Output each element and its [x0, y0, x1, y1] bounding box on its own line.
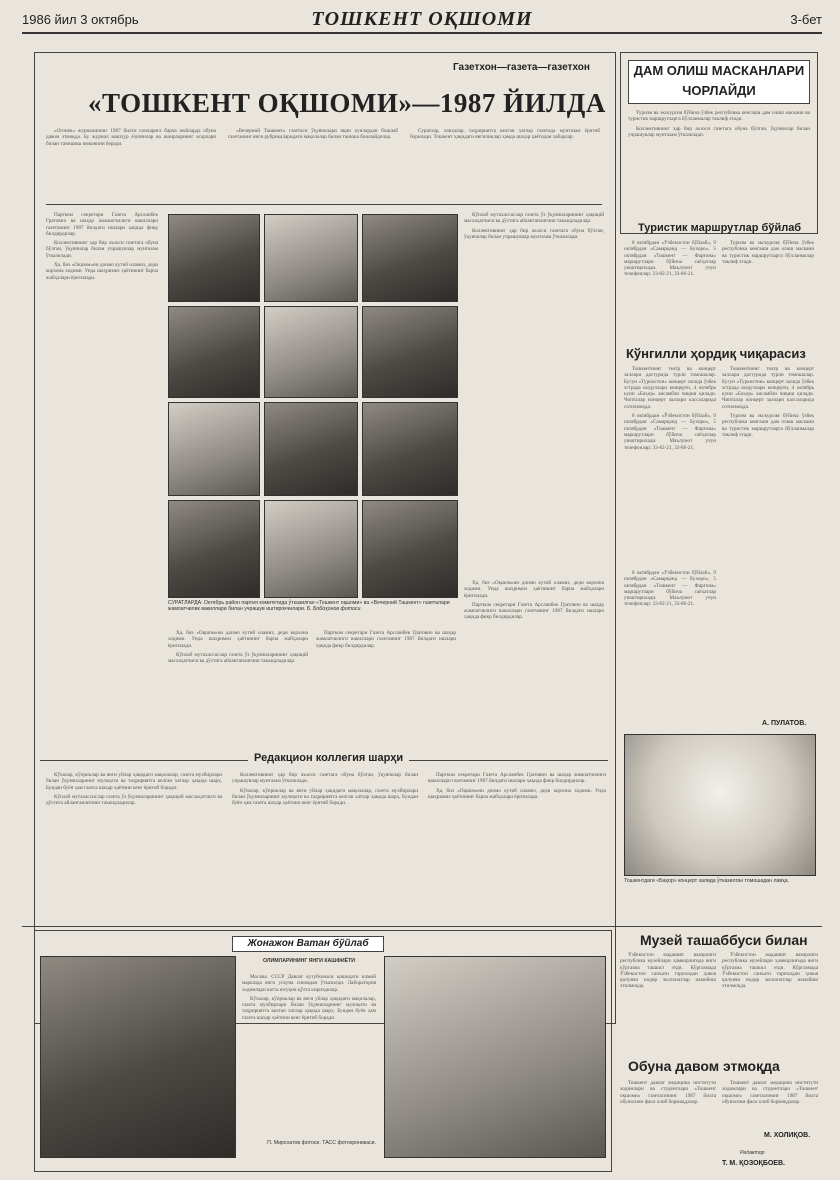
concerts-col-3: [624, 570, 716, 700]
museum-col-2: [722, 952, 818, 1052]
body-col-1: [46, 212, 158, 692]
body-paragraph: Коллективнинг ҳар бир аъзоси газетага обуна бўлган, ўқувчилар билан учрашувлар мунтазам ўтказилади.: [464, 227, 604, 240]
editorial-text: Коллективнинг ҳар бир аъзоси газетага обуна бўлган, ўқувчилар билан учрашувлар мунтазам ўтказилади.: [232, 772, 418, 785]
photo-credit: Б. Бобоҳонов фотоси.: [306, 606, 362, 613]
masthead: [22, 8, 822, 34]
museum-text: Ўзбекистон маданият вазирлиги республика музейлари ҳамкорлигида янги кўргазма ташкил этди. Кўргазмада Ўзбекистон санъати тарихидан ҳикоя қилувчи нодир экспонатлар намойиш этилмоқда.: [722, 952, 818, 990]
homeland-text: [242, 974, 376, 1124]
editorial-text: Партком секретари Газета Арсланбек Гратович ва шаҳар жамоатчилиги вакиллари газетанинг 1987 йилдаги ишлари ҳақида фикр билдирдилар.: [428, 772, 606, 785]
concerts-col-2: [722, 366, 814, 696]
museum-text: Ўзбекистон маданият вазирлиги республика музейлари ҳамкорлигида янги кўргазма ташкил этди. Кўргазмада Ўзбекистон санъати тарихидан ҳикоя қилувчи нодир экспонатлар намойиш этилмоқда.: [620, 952, 716, 990]
photo-caption: [168, 600, 458, 612]
photo-caption-text: СУРАТЛАРДА: Октябрь район партия комитетида ўтказилган «Тошкент оқшоми» ва «Вечерний Ташкент» газеталари жамоатчилик вакиллари билан учрашув иштирокчилари.: [168, 600, 450, 613]
subscription-author: М. ХОЛИҚОВ.: [764, 1132, 811, 1139]
intro-divider: [46, 204, 602, 205]
homeland-credit: П. Мирсоатов фотоси. ТАСС фотохроникаси.: [267, 1140, 376, 1146]
editorial-text: Кўчалар, кўприклар ва янги уйлар ҳақидаги мақолалар, газета мухбирлари билан ўқувчиларнинг мулоқоти ва таҳририятга келган хатлар ҳақида шарҳ. Бундан буён ҳам газета шаҳар ҳаётини кенг ёритиб боради.: [46, 772, 222, 791]
concerts-text: Туризм ва экскурсия бўйича ўзбек республика кенгаши дам олиш маскани ва туристик маршрутларга йўлланмалар таклиф этади.: [722, 413, 814, 438]
workers-photo: [40, 956, 236, 1158]
body-paragraph: Коллективнинг ҳар бир аъзоси газетага обуна бўлган, ўқувчилар билан учрашувлар мунтазам ўтказилади.: [46, 240, 158, 259]
editorial-title: Редакцион коллегия шарҳи: [248, 752, 409, 764]
subscription-col-1: [620, 1080, 716, 1170]
feature-headline: «ТОШКЕНТ ОҚШОМИ»—1987 ЙИЛДА: [88, 88, 606, 118]
routes-col-2: [722, 240, 814, 335]
body-col-5: [464, 580, 604, 750]
banner-line: ДАМ ОЛИШ МАСКАНЛАРИ: [633, 63, 805, 78]
concert-photo: [624, 734, 816, 876]
body-paragraph: Кўплаб мутахассислар газета ўз ўқувчиларининг ҳақиқий маслаҳатчиси ва дўстига айланганлигини таъкидладилар.: [464, 212, 604, 225]
routes-text: Туризм ва экскурсия бўйича ўзбек республика кенгаши дам олиш маскани ва туристик маршрутларга йўлланмалар таклиф этади.: [722, 240, 814, 265]
leisure-intro-text: Туризм ва экскурсия бўйича ўзбек республика кенгаши дам олиш маскани ва туристик маршрутларга йўлланмалар таклиф этади.: [628, 110, 810, 123]
body-paragraph: Кўплаб мутахассислар газета ўз ўқувчиларининг ҳақиқий маслаҳатчиси ва дўстига айланганлигини таъкидладилар.: [168, 651, 308, 665]
subscription-col-2: [722, 1080, 818, 1124]
concerts-author: А. ПУЛАТОВ.: [762, 720, 807, 727]
concert-photo-caption: Тошкентдаги «Баҳор» концерт залида ўтказилган томошадан лавҳа.: [624, 878, 790, 884]
portrait-photo: [362, 402, 458, 496]
portrait-photo: [168, 214, 260, 302]
body-paragraph: Партком секретари Газета Арсланбек Гратович ва шаҳар жамоатчилиги вакиллари газетанинг 1987 йилдаги ишлари ҳақида фикр билдирдилар.: [46, 212, 158, 237]
intro-text-2: «Вечерний Ташкент» газетаси ўқувчилари яқин кунлардан бошлаб газетанинг янги рубрикаларидаги мақолалар билан таниша бошлайдилар.: [228, 128, 398, 141]
issue-date: 1986 йил 3 октябрь: [22, 12, 139, 27]
routes-title: Туристик маршрутлар бўйлаб: [638, 222, 802, 234]
portrait-photo: [264, 306, 358, 398]
intro-text-3: Суратлар, лавҳалар, таҳририятга келган хатлар газетада мунтазам ёритиб борилади. Тошкент ҳақидаги янгиликлар ҳамда шаҳар ҳаётидан хабарлар.: [410, 128, 600, 141]
editorial-text: Кўчалар, кўприклар ва янги уйлар ҳақидаги мақолалар, газета мухбирлари билан ўқувчиларнинг мулоқоти ва таҳририятга келган хатлар ҳақида шарҳ. Бундан буён ҳам газета шаҳар ҳаётини кенг ёритиб боради.: [232, 787, 418, 807]
newspaper-title: ТОШКЕНТ ОҚШОМИ: [311, 8, 533, 30]
subscription-text: Тошкент давлат медицина институти ходимлари ва студентлари «Тошкент оқшоми» газетасининг 1987 йилга обунасини фаол олиб бормоқдалар.: [620, 1080, 716, 1105]
portrait-photo: [362, 306, 458, 398]
portrait-photo: [264, 214, 358, 302]
concerts-title: Кўнгилли ҳордиқ чиқарасиз: [626, 346, 806, 361]
lab-photo: [384, 956, 606, 1158]
intro-col-1: [46, 128, 216, 198]
editor-label: Редактор: [740, 1150, 765, 1156]
portrait-photo: [362, 214, 458, 302]
leisure-intro-text: Коллективнинг ҳар бир аъзоси газетага обуна бўлган, ўқувчилар билан учрашувлар мунтазам ўтказилади.: [628, 125, 810, 138]
body-col-3: [168, 630, 308, 750]
body-col-2: [464, 212, 604, 572]
subscription-text: Тошкент давлат медицина институти ходимлари ва студентлари «Тошкент оқшоми» газетасининг 1987 йилга обунасини фаол олиб бормоқдалар.: [722, 1080, 818, 1105]
concerts-text: Тошкентнинг театр ва концерт заллари дастурида турли томошалар. Бугун «Туркистон» концерт залида ўзбек эстрада юлдузлари концерти, 4 октябрь куни «Баҳор» ансамбли чиқиш қилади. Чипталар концерт заллари кассаларида сотилмоқда.: [624, 366, 716, 410]
routes-col-1: [624, 240, 716, 335]
body-paragraph: Ҳа, биз «Оқшом»ни доимо кутиб оламиз, деди корхона ходими. Унда шаҳримиз ҳаётининг барча жабҳалари ёритилади.: [464, 580, 604, 599]
portrait-photo: [168, 306, 260, 398]
leisure-banner: [628, 60, 810, 104]
leisure-intro: [628, 110, 810, 220]
body-paragraph: Партком секретари Газета Арсланбек Гратович ва шаҳар жамоатчилиги вакиллари газетанинг 1987 йилдаги ишлари ҳақида фикр билдирдилар.: [464, 601, 604, 621]
routes-text: 8 октябрдан «Ўзбекистон бўйлаб», 9 октябрдан «Самарқанд — Бухоро», 5 октябрдан «Тошкент — Фарғона» маршрутлари бўйича саёҳатлар уюштирилади. Маълумот учун телефонлар: 33-82-21, 33-86-21.: [624, 240, 716, 278]
homeland-subtitle: ОЛИМЛАРИНИНГ ЯНГИ КАШФИЁТИ: [262, 958, 355, 964]
feature-kicker: Газетхон—газета—газетхон: [453, 62, 590, 73]
museum-col-1: [620, 952, 716, 1052]
intro-col-2: [228, 128, 398, 198]
body-paragraph: Партком секретари Газета Арсланбек Гратович ва шаҳар жамоатчилиги вакиллари газетанинг 1987 йилдаги ишлари ҳақида фикр билдирдилар.: [316, 630, 456, 649]
intro-text-1: «Огонек» журналининг 1987 йилги сонларига барча жойларда обуна давом этмоқда. Бу журнал машҳур ёзувчилар ва шоирларнинг асарлари билан танишиш имконини беради.: [46, 128, 216, 147]
homeland-paragraph: Москва. СССР Давлат кутубхонаси қошидаги илмий марказда янги ускуна синовдан ўтказилди. Лаборатория ходимлари катта ютуқни қўлга киритдилар.: [242, 974, 376, 993]
editorial-text: Ҳа, биз «Оқшом»ни доимо кутиб оламиз, деди корхона ходими. Унда шаҳримиз ҳаётининг барча жабҳалари ёритилади.: [428, 787, 606, 800]
body-paragraph: Ҳа, биз «Оқшом»ни доимо кутиб оламиз, деди корхона ходими. Унда шаҳримиз ҳаётининг барча жабҳалари ёритилади.: [46, 262, 158, 281]
portrait-photo: [264, 402, 358, 496]
concerts-text: 8 октябрдан «Ўзбекистон бўйлаб», 9 октябрдан «Самарқанд — Бухоро», 5 октябрдан «Тошкент — Фарғона» маршрутлари бўйича саёҳатлар уюштирилади. Маълумот учун телефонлар: 33-82-21, 33-86-21.: [624, 413, 716, 451]
intro-col-3: [410, 128, 600, 198]
page-number: 3-бет: [790, 12, 822, 27]
portrait-photo: [264, 500, 358, 598]
concerts-col-1: [624, 366, 716, 566]
subscription-title: Обуна давом этмоқда: [628, 1058, 780, 1074]
editor-name: Т. М. ҚОЗОҚБОЕВ.: [722, 1160, 785, 1167]
body-col-4: [316, 630, 456, 750]
portrait-photo: [168, 500, 260, 598]
editorial-text: Кўплаб мутахассислар газета ўз ўқувчиларининг ҳақиқий маслаҳатчиси ва дўстига айланганлигини таъкидладилар.: [46, 793, 222, 807]
bottom-divider: [22, 926, 822, 927]
portrait-photo: [168, 402, 260, 496]
concerts-text: 8 октябрдан «Ўзбекистон бўйлаб», 9 октябрдан «Самарқанд — Бухоро», 5 октябрдан «Тошкент — Фарғона» маршрутлари бўйича саёҳатлар уюштирилади. Маълумот учун телефонлар: 33-82-21, 33-86-21.: [624, 570, 716, 608]
body-paragraph: Ҳа, биз «Оқшом»ни доимо кутиб оламиз, деди корхона ходими. Унда шаҳримиз ҳаётининг барча жабҳалари ёритилади.: [168, 630, 308, 649]
homeland-banner: Жонажон Ватан бўйлаб: [232, 936, 384, 952]
banner-line: ЧОРЛАЙДИ: [682, 83, 756, 98]
concerts-text: Тошкентнинг театр ва концерт заллари дастурида турли томошалар. Бугун «Туркистон» концерт залида ўзбек эстрада юлдузлари концерти, 4 октябрь куни «Баҳор» ансамбли чиқиш қилади. Чипталар концерт заллари кассаларида сотилмоқда.: [722, 366, 814, 410]
portrait-photo: [362, 500, 458, 598]
museum-title: Музей ташаббуси билан: [640, 932, 808, 948]
homeland-paragraph: Кўчалар, кўприклар ва янги уйлар ҳақидаги мақолалар, газета мухбирлари билан ўқувчиларнинг мулоқоти ва таҳририятга келган хатлар ҳақида шарҳ. Бундан буён ҳам газета шаҳар ҳаётини кенг ёритиб боради.: [242, 995, 376, 1021]
